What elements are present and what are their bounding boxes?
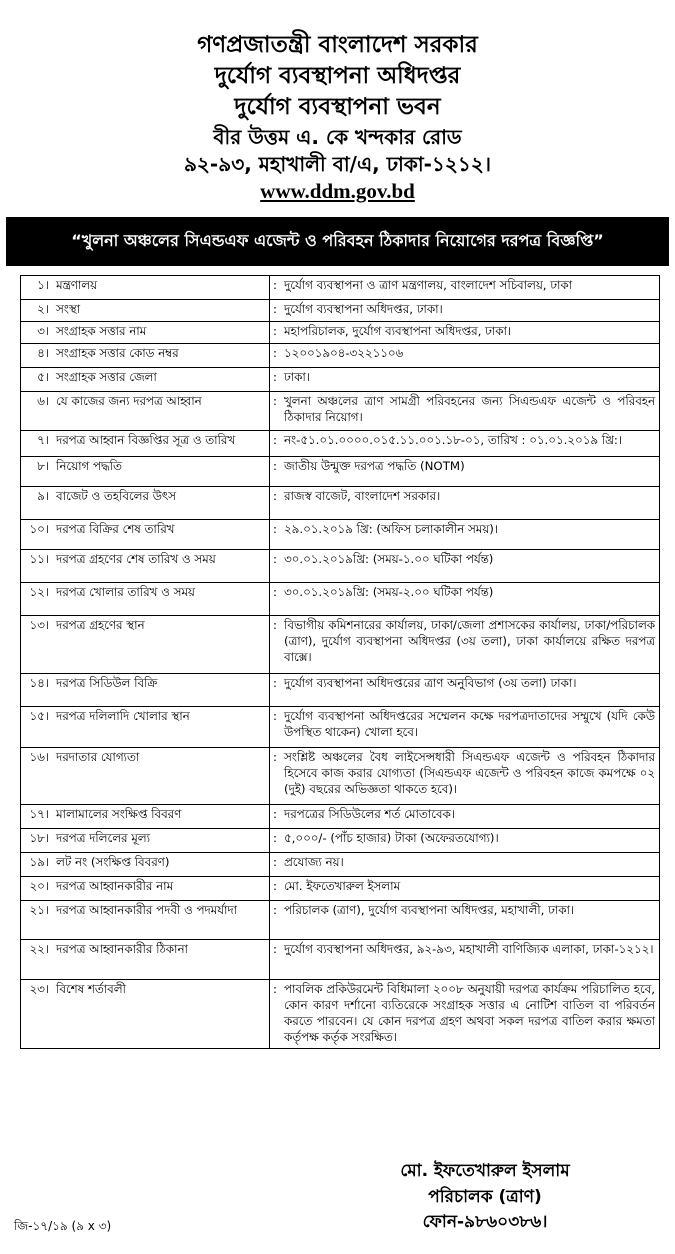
row-separator: :: [270, 344, 281, 368]
row-number: ৬।: [21, 392, 53, 431]
signatory-name: মো. ইফতেখারুল ইসলাম: [400, 1161, 570, 1181]
row-label: সংগ্রাহক সত্তার নাম: [52, 322, 270, 344]
row-label: দরপত্র দলিলের মূল্য: [52, 829, 270, 853]
table-row: [21, 322, 660, 344]
row-separator: :: [270, 980, 281, 1049]
row-number: ১৩।: [21, 616, 53, 674]
row-value: পাবলিক প্রকিউরমেন্ট বিধিমালা ২০০৮ অনুযায়ী দরপত্র কার্যক্রম পরিচালিত হবে, কোন কারণ দর্শানো ব্যতিরেকে সংগ্রাহক সত্তার এ নোটিশ বাতিল বা পরিবর্তন করতে পারবেন। যে কোন দরপত্র গ্রহণ অথবা সকল দরপত্র বাতিল করার ক্ষমতা কর্তৃপক্ষ কর্তৃক সংরক্ষিত।: [280, 980, 660, 1049]
table-row: [21, 344, 660, 368]
row-number: ১২।: [21, 583, 53, 616]
row-separator: :: [270, 877, 281, 901]
table-row: [21, 853, 660, 877]
row-number: ১৭।: [21, 805, 53, 829]
row-number: ১৫।: [21, 707, 53, 748]
row-separator: :: [270, 829, 281, 853]
row-label: মালামালের সংক্ষিপ্ত বিবরণ: [52, 805, 270, 829]
row-value: দুর্যোগ ব্যবস্থাপনা অধিদপ্তর, ৯২-৯৩, মহাখালী বাণিজ্যিক এলাকা, ঢাকা-১২১২।: [280, 940, 660, 980]
table-row: [21, 805, 660, 829]
table-row: [21, 877, 660, 901]
row-label: দরপত্র আহ্বানকারীর পদবী ও পদমর্যাদা: [52, 901, 270, 940]
row-separator: :: [270, 368, 281, 392]
row-number: ৯।: [21, 487, 53, 520]
row-number: ২০।: [21, 877, 53, 901]
row-label: যে কাজের জন্য দরপত্র আহ্বান: [52, 392, 270, 431]
row-value: জাতীয় উন্মুক্ত দরপত্র পদ্ধতি (NOTM): [280, 457, 660, 487]
table-row: [21, 748, 660, 805]
signatory-phone: ফোন-৯৮৬০৩৮৬।: [422, 1212, 548, 1232]
row-number: ১৮।: [21, 829, 53, 853]
row-number: ২১।: [21, 901, 53, 940]
notice-title-banner: [6, 217, 669, 266]
row-value: দুর্যোগ ব্যবস্থাপনা অধিদপ্তরের সম্মেলন কক্ষে দরপত্রদাতাদের সম্মুখে (যদি কেউ উপস্থিত থাকেন) খোলা হবে।: [280, 707, 660, 748]
row-label: দরপত্র গ্রহণের শেষ তারিখ ও সময়: [52, 550, 270, 583]
table-row: [21, 940, 660, 980]
row-separator: :: [270, 707, 281, 748]
row-number: ৩।: [21, 322, 53, 344]
row-value: ২৯.০১.২০১৯ খ্রি: (অফিস চলাকালীন সময়)।: [280, 520, 660, 550]
row-number: ৮।: [21, 457, 53, 487]
row-label: দরপত্র বিক্রির শেষ তারিখ: [52, 520, 270, 550]
row-label: সংগ্রাহক সত্তার কোড নম্বর: [52, 344, 270, 368]
table-row: [21, 707, 660, 748]
row-separator: :: [270, 520, 281, 550]
row-number: ৫।: [21, 368, 53, 392]
row-value: ১২০০১৯০৪-৩২২১১০৬: [280, 344, 660, 368]
government-name: গণপ্রজাতন্ত্রী বাংলাদেশ সরকার: [197, 32, 478, 58]
row-separator: :: [270, 940, 281, 980]
table-row: [21, 550, 660, 583]
table-row: [21, 276, 660, 300]
row-separator: :: [270, 392, 281, 431]
table-row: [21, 431, 660, 457]
row-number: ২।: [21, 300, 53, 322]
row-label: লট নং (সংক্ষিপ্ত বিবরণ): [52, 853, 270, 877]
notice-title: “খুলনা অঞ্চলের সিএন্ডএফ এজেন্ট ও পরিবহন ঠিকাদার নিয়োগের দরপত্র বিজ্ঞপ্তি”: [71, 231, 604, 250]
row-label: দরদাতার যোগ্যতা: [52, 748, 270, 805]
row-separator: :: [270, 300, 281, 322]
row-separator: :: [270, 322, 281, 344]
row-number: ১৯।: [21, 853, 53, 877]
row-separator: :: [270, 276, 281, 300]
row-value: ৩০.০১.২০১৯খ্রি: (সময়-১.০০ ঘটিকা পর্যন্ত): [280, 550, 660, 583]
row-value: দরপত্রের সিডিউলের শর্ত মোতাবেক।: [280, 805, 660, 829]
website-link[interactable]: www.ddm.gov.bd: [260, 179, 415, 203]
row-number: ২২।: [21, 940, 53, 980]
tender-details-table: [20, 275, 660, 1049]
signature-block: [355, 1159, 615, 1236]
table-row: [21, 300, 660, 322]
row-value: ৩০.০১.২০১৯খ্রি: (সময়-২.০০ ঘটিকা পর্যন্ত): [280, 583, 660, 616]
signatory-designation: পরিচালক (ত্রাণ): [428, 1186, 542, 1207]
row-separator: :: [270, 457, 281, 487]
row-value: পরিচালক (ত্রাণ), দুর্যোগ ব্যবস্থাপনা অধিদপ্তর, মহাখালী, ঢাকা।: [280, 901, 660, 940]
row-value: মহাপরিচালক, দুর্যোগ ব্যবস্থাপনা অধিদপ্তর, ঢাকা।: [280, 322, 660, 344]
row-separator: :: [270, 431, 281, 457]
row-value: দুর্যোগ ব্যবস্থাপনা অধিদপ্তর, ঢাকা।: [280, 300, 660, 322]
reference-code: জি-১৭/১৯ (৯ x ৩): [14, 1219, 112, 1233]
row-number: ১৬।: [21, 748, 53, 805]
row-separator: :: [270, 853, 281, 877]
row-value: রাজস্ব বাজেট, বাংলাদেশ সরকার।: [280, 487, 660, 520]
row-label: দরপত্র আহ্বানকারীর ঠিকানা: [52, 940, 270, 980]
row-number: ২৩।: [21, 980, 53, 1049]
table-row: [21, 829, 660, 853]
row-value: ঢাকা।: [280, 368, 660, 392]
building-name: দুর্যোগ ব্যবস্থাপনা ভবন: [234, 94, 441, 120]
row-value: প্রযোজ্য নয়।: [280, 853, 660, 877]
row-value: দুর্যোগ ব্যবস্থাপনা অধিদপ্তরের ত্রাণ অনুবিভাগ (৩য় তলা) ঢাকা।: [280, 674, 660, 707]
row-value: খুলনা অঞ্চলের ত্রাণ সামগ্রী পরিবহনের জন্য সিএন্ডএফ এজেন্ট ও পরিবহন ঠিকাদার নিয়োগ।: [280, 392, 660, 431]
row-separator: :: [270, 583, 281, 616]
row-separator: :: [270, 616, 281, 674]
department-name: দুর্যোগ ব্যবস্থাপনা অধিদপ্তর: [214, 63, 461, 89]
table-row: [21, 583, 660, 616]
row-value: দুর্যোগ ব্যবস্থাপনা ও ত্রাণ মন্ত্রণালয়, বাংলাদেশ সচিবালয়, ঢাকা: [280, 276, 660, 300]
area-address: ৯২-৯৩, মহাখালী বা/এ, ঢাকা-১২১২।: [183, 152, 492, 176]
office-header: [0, 34, 675, 209]
row-label: নিয়োগ পদ্ধতি: [52, 457, 270, 487]
row-label: দরপত্র দলিলাদি খোলার স্থান: [52, 707, 270, 748]
row-label: বিশেষ শর্তাবলী: [52, 980, 270, 1049]
row-number: ১১।: [21, 550, 53, 583]
table-row: [21, 980, 660, 1049]
row-separator: :: [270, 550, 281, 583]
table-row: [21, 520, 660, 550]
table-row: [21, 457, 660, 487]
table-row: [21, 487, 660, 520]
row-value: বিভাগীয় কমিশনারের কার্যালয়, ঢাকা/জেলা প্রশাসকের কার্যালয়, ঢাকা/পরিচালক (ত্রাণ), দুর্যোগ ব্যবস্থাপনা অধিদপ্তর (৩য় তলা), ঢাকা কার্যালয়ে রক্ষিত দরপত্র বাক্সে।: [280, 616, 660, 674]
row-label: দরপত্র আহ্বান বিজ্ঞপ্তির সূত্র ও তারিখ: [52, 431, 270, 457]
row-number: ১।: [21, 276, 53, 300]
row-label: সংস্থা: [52, 300, 270, 322]
row-number: ৭।: [21, 431, 53, 457]
table-row: [21, 901, 660, 940]
row-label: দরপত্র গ্রহণের স্থান: [52, 616, 270, 674]
row-separator: :: [270, 805, 281, 829]
row-separator: :: [270, 674, 281, 707]
table-row: [21, 392, 660, 431]
row-value: মো. ইফতেখারুল ইসলাম: [280, 877, 660, 901]
row-label: দরপত্র আহ্বানকারীর নাম: [52, 877, 270, 901]
row-separator: :: [270, 901, 281, 940]
row-number: ৪।: [21, 344, 53, 368]
row-number: ১০।: [21, 520, 53, 550]
row-label: দরপত্র খোলার তারিখ ও সময়: [52, 583, 270, 616]
row-separator: :: [270, 748, 281, 805]
row-value: ৫,০০০/- (পাঁচ হাজার) টাকা (অফেরতযোগ্য)।: [280, 829, 660, 853]
row-label: দরপত্র সিডিউল বিক্রি: [52, 674, 270, 707]
row-separator: :: [270, 487, 281, 520]
row-number: ১৪।: [21, 674, 53, 707]
row-label: বাজেট ও তহবিলের উৎস: [52, 487, 270, 520]
row-value: নং-৫১.০১.০০০০.০১৫.১১.০০১.১৮-০১, তারিখ : ০১.০১.২০১৯ খ্রি:।: [280, 431, 660, 457]
table-row: [21, 616, 660, 674]
row-value: সংশ্লিষ্ট অঞ্চলের বৈধ লাইসেন্সধারী সিএন্ডএফ এজেন্ট ও পরিবহন ঠিকাদার হিসেবে কাজ করার যোগ্যতা (সিএন্ডএফ এজেন্ট ও পরিবহন কাজে কমপক্ষে ০২ (দুই) বছরের অভিজ্ঞতা থাকতে হবে)।: [280, 748, 660, 805]
table-row: [21, 368, 660, 392]
table-row: [21, 674, 660, 707]
row-label: মন্ত্রণালয়: [52, 276, 270, 300]
road-address: বীর উত্তম এ. কে খন্দকার রোড: [213, 125, 462, 149]
row-label: সংগ্রাহক সত্তার জেলা: [52, 368, 270, 392]
